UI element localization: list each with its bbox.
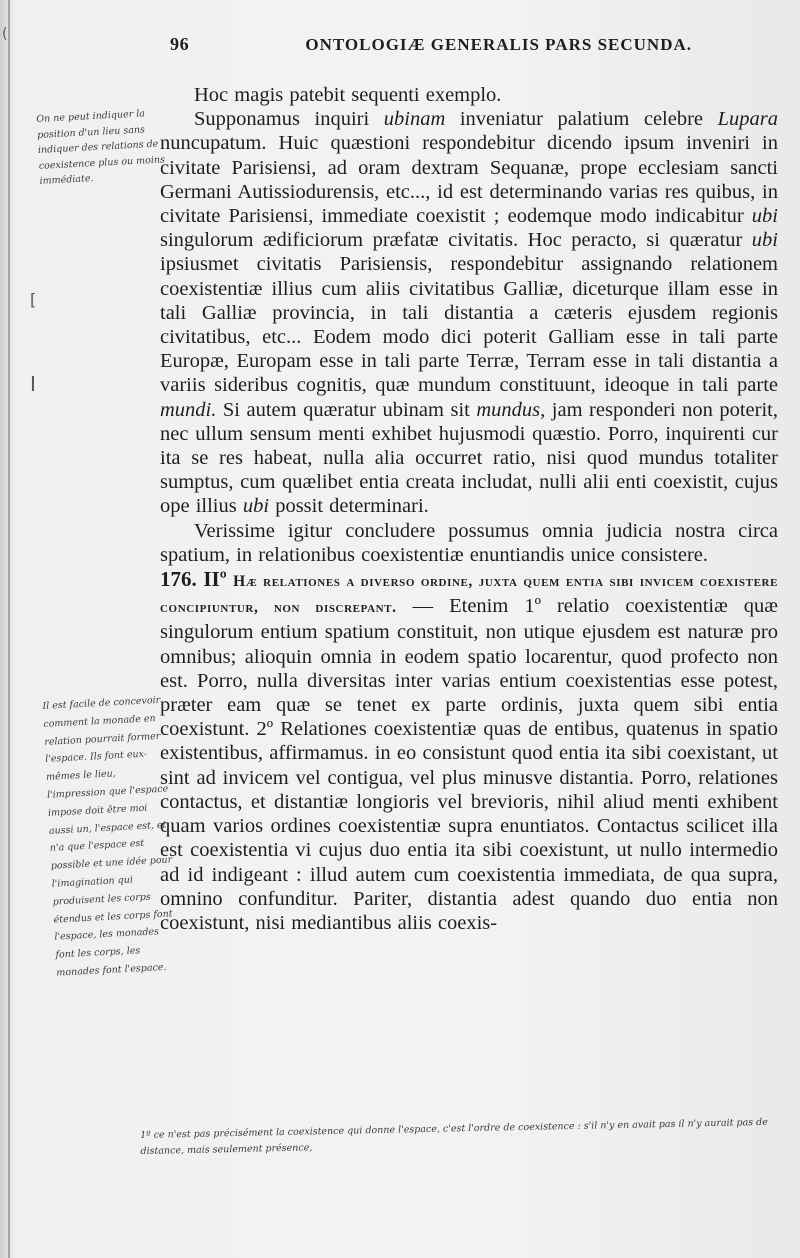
section-176 — [160, 567, 778, 935]
section-heading: Hæ relationes a diverso ordine, juxta quem entia sibi invicem coexistere concipiuntur, non discrepant. — [160, 573, 779, 617]
binding-gutter — [8, 0, 10, 1258]
running-head — [170, 34, 692, 55]
page-number: 96 — [170, 34, 190, 54]
handwritten-margin-note-top: On ne peut indiquer la position d'un lieu sans indiquer des relations de coexistence plus ou moins immédiate. — [36, 108, 166, 188]
margin-bracket-mark: I — [30, 372, 36, 396]
handwritten-margin-note-middle: Il est facile de concevoir comment la monade en relation pourrait former l'espace. Ils font eux-mêmes le lieu, l'impression que l'espace impose doit être moi aussi un, l'espace est, et n'a que l'espace est possible et une idée pour l'imagination qui produisent les corps étendus et les corps font l'espace, les monades font les corps, les monades font l'espace. — [42, 694, 173, 979]
margin-bracket-mark: [ — [30, 290, 37, 309]
gutter-mark: ( — [2, 26, 8, 42]
paragraph-conclusion: Verissime igitur concludere possumus omnia judicia nostra circa spatium, in relationibus coexistentiæ enuntiandis unice consistere. — [160, 519, 778, 566]
paragraph-example: Supponamus inquiri ubinam inveniatur palatium celebre Lupara nuncupatum. Huic quæstioni respondebitur dicendo ipsum inveniri in civitate Parisiensi, ad oram dextram Sequanæ, prope ecclesiam sancti Germani Autissiodurensis, etc..., id est determinando varias res quibus, in civitate Parisiensi, immediate coexistit ; eodemque modo indicabitur ubi singulorum ædificiorum præfatæ civitatis. Hoc peracto, si quæratur ubi ipsiusmet civitatis Parisiensis, respondebitur assignando relationem coexistentiæ illius cum aliis civitatibus Galliæ, diceturque illam esse in tali Galliæ provincia, in tali distantia a cæteris ejusdem regionis civitatibus, etc... Eodem modo dici poterit Galliam esse in tali parte Europæ, Europam esse in tali parte Terræ, Terram esse in tali distantia a variis sideribus cognitis, quæ mundum constituunt, ideoque in tali parte mundi. Si autem quæratur ubinam sit mundus, jam responderi non poterit, nec ullum sensum menti exhibet hujusmodi quæstio. Porro, inquirenti cur ita se res habeat, nulla alia occurret ratio, nisi quod mundus totaliter sumptus, cum quælibet entia creata includat, nulli alii enti coexistit, cujus ope illius ubi possit determinari. — [160, 108, 778, 518]
paragraph-intro: Hoc magis patebit sequenti exemplo. — [194, 84, 502, 106]
handwritten-footer-note: 1º ce n'est pas précisément la coexistence qui donne l'espace, c'est l'ordre de coexistence : s'il n'y en avait pas il n'y aurait pas de distance, mais seulement présence, — [140, 1116, 768, 1157]
section-number: 176. IIº — [160, 567, 227, 592]
running-title: ONTOLOGIÆ GENERALIS PARS SECUNDA. — [305, 35, 692, 54]
main-text — [160, 83, 778, 935]
section-text: — Etenim 1º relatio coexistentiæ quæ singulorum entium spatium constituit, non utique ejusdem est naturæ pro omnibus; alioquin omnia in eodem spatio locarentur, quod profecto non est. Porro, nulla diversitas inter varias entium coexistentias esse potest, præter eam quæ se tenet ex parte ordinis, juxta quem sibi entia coexistunt. 2º Relationes coexistentiæ quas de entibus, quatenus in spatio existentibus, affirmamus. in eo consistunt quod entia ita sibi coexistant, ut sint ad invicem vel contigua, vel plus minusve distantia. Porro, relationes contactus, et distantiæ longioris vel brevioris, nihil aliud menti exhibent quam varios ordines coexistentiæ supra enuntiatos. Contactus scilicet illa est coexistentia vi cujus duo entia ita sibi coexistunt, ut nullo intermedio ad id indigeant : illud autem cum coexistentia immediata, de qua supra, omnino confunditur. Pariter, distantia adest quando duo entia non coexistunt, nisi mediantibus aliis coexis- — [160, 595, 778, 934]
